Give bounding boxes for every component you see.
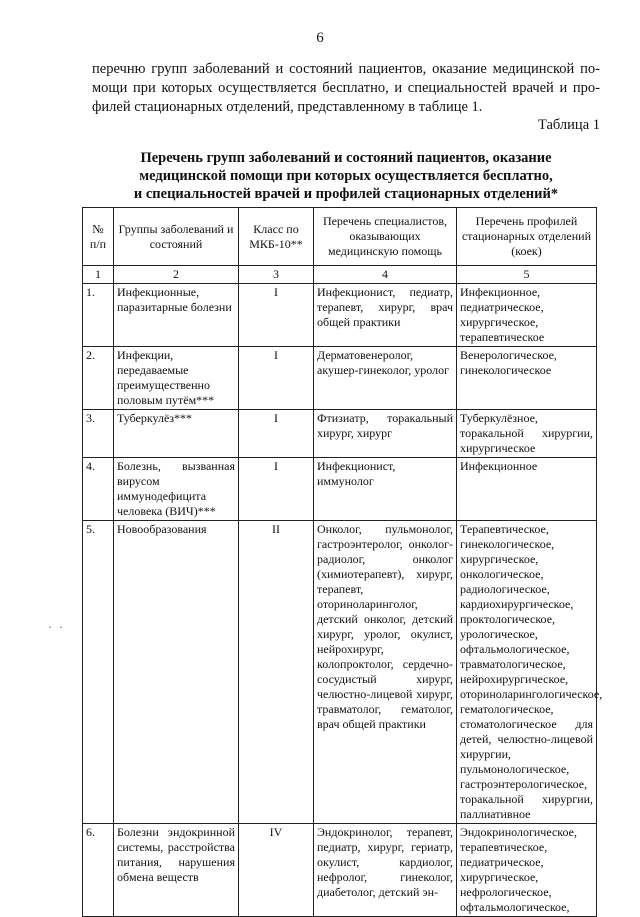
page-number: 6 [316,30,324,46]
table-row [83,521,597,824]
table-header-row [83,208,597,266]
icd-class: I [239,410,314,458]
disease-group: Туберкулёз*** [114,410,239,458]
specialists: Инфекционист, иммунолог [314,458,457,521]
row-number: 4. [83,458,114,521]
specialists: Онколог, пульмонолог, гастроэнтеролог, онколог-радиолог, онколог (химиотерапевт), хирург, терапевт, оториноларинголог, детский онколог, детский хирург, уролог, окулист, нейрохирург, колопроктолог, сердечно-сосудистый хирург, челюстно-лицевой хирург, травматолог, гематолог, врач общей практики [314,521,457,824]
disease-groups-table [82,207,603,917]
column-number: 3 [239,266,314,284]
column-number: 2 [114,266,239,284]
ward-profiles: Венерологическое, гинекологическое [457,347,597,410]
ward-profiles: Терапевтическое, гинекологическое, хирургическое, онкологическое, радиологическое, кардиохирургическое, проктологическое, урологическое, офтальмологическое, травматологическое, нейрохирургическое, оториноларингологическое, гематологическое, стоматологическое для детей, челюстно-лицевой хирургии, пульмонологическое, гастроэнтерологическое, торакальной хирургии, паллиативное [457,521,597,824]
specialists: Фтизиатр, торакальный хирург, хирург [314,410,457,458]
column-number: 1 [83,266,114,284]
column-number: 5 [457,266,597,284]
table-title [92,149,600,203]
icd-class: I [239,347,314,410]
header-groups: Группы заболеваний и состояний [114,208,239,266]
ward-profiles: Туберкулёзное, торакальной хирургии, хирургическое [457,410,597,458]
icd-class: IV [239,824,314,917]
row-number: 5. [83,521,114,824]
table-row [83,284,597,347]
title-line: и специальностей врачей и профилей стационарных отделений* [133,186,559,202]
disease-group: Болезни эндокринной системы, расстройства питания, нарушения обмена веществ [114,824,239,917]
margin-scan-marks: · · [48,620,65,634]
row-number: 1. [83,284,114,347]
header-profiles: Перечень профилей стационарных отделений (коек) [457,208,597,266]
intro-line: филей стационарных отделений, представленному в таблице 1. [92,99,483,115]
ward-profiles: Инфекционное, педиатрическое, хирургическое, терапевтическое [457,284,597,347]
table-row [83,410,597,458]
header-number: № п/п [83,208,114,266]
table-label: Таблица 1 [537,117,600,133]
icd-class: I [239,458,314,521]
intro-line: перечню групп заболеваний и состояний пациентов, оказание медицинской по- [92,61,600,77]
specialists: Инфекционист, педиатр, терапевт, хирург, врач общей практики [314,284,457,347]
column-number: 4 [314,266,457,284]
table-row [83,458,597,521]
title-line: медицинской помощи при которых осуществляется бесплатно, [139,168,553,184]
table-row [83,347,597,410]
row-number: 3. [83,410,114,458]
disease-group: Инфекционные, паразитарные болезни [114,284,239,347]
title-line: Перечень групп заболеваний и состояний пациентов, оказание [140,150,552,166]
row-number: 2. [83,347,114,410]
ward-profiles: Инфекционное [457,458,597,521]
icd-class: I [239,284,314,347]
header-specialists: Перечень специалистов, оказывающих медицинскую помощь [314,208,457,266]
header-icd-class: Класс по МКБ-10** [239,208,314,266]
table-row [83,824,597,917]
row-number: 6. [83,824,114,917]
disease-group: Болезнь, вызванная вирусом иммунодефицита человека (ВИЧ)*** [114,458,239,521]
column-number-row [83,266,597,284]
specialists: Эндокринолог, терапевт, педиатр, хирург, гериатр, окулист, кардиолог, нефролог, гинеколог, диабетолог, детский эн- [314,824,457,917]
disease-group: Новообразования [114,521,239,824]
intro-line: мощи при которых осуществляется бесплатно, и специальностей врачей и про- [92,80,600,96]
icd-class: II [239,521,314,824]
ward-profiles: Эндокринологическое, терапевтическое, педиатрическое, хирургическое, нефрологическое, офтальмологическое, [457,824,597,917]
specialists: Дерматовенеролог, акушер-гинеколог, уролог [314,347,457,410]
disease-group: Инфекции, передаваемые преимущественно половым путём*** [114,347,239,410]
intro-paragraph [92,60,600,117]
